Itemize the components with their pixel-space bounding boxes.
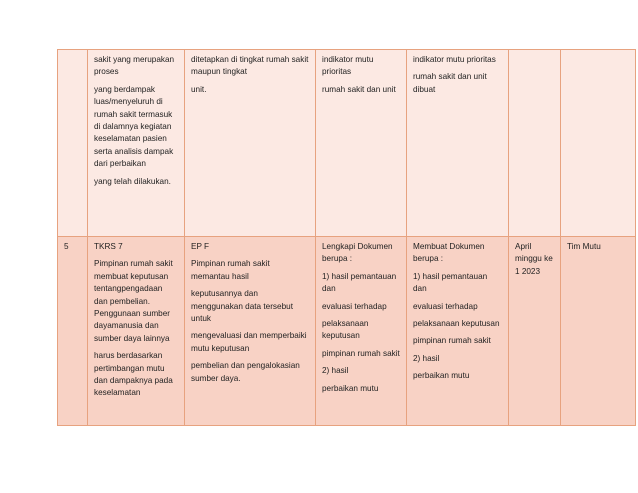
cell-rencana <box>407 237 509 426</box>
cell-rencana <box>407 50 509 237</box>
table-row <box>58 50 636 237</box>
cell-paragraph: 2) hasil <box>322 366 349 376</box>
cell-paragraph: yang telah dilakukan. <box>94 176 171 186</box>
cell-paragraph: indikator mutu prioritas <box>413 55 496 64</box>
cell-bukti <box>316 50 407 237</box>
cell-paragraph: perbaikan mutu <box>322 383 379 393</box>
cell-paragraph: sakit yang merupakan proses <box>94 55 175 77</box>
cell-paragraph: indikator mutu prioritas <box>322 55 374 77</box>
cell-elemen-penilaian <box>185 237 316 426</box>
cell-paragraph: unit. <box>191 84 207 94</box>
cell-elemen-penilaian <box>185 50 316 237</box>
cell-standar <box>88 237 185 426</box>
cell-paragraph: keputusannya dan menggunakan data tersebut untuk <box>191 289 293 324</box>
cell-paragraph: Pimpinan rumah sakit membuat keputusan tentangpengadaan dan pembelian. Penggunaan sumber dayamanusia dan sumber daya lainnya <box>94 259 173 343</box>
cell-paragraph: mengevaluasi dan memperbaiki mutu keputusan <box>191 331 307 353</box>
cell-waktu: April minggu ke 1 2023 <box>509 237 561 426</box>
cell-pj: Tim Mutu <box>561 237 636 426</box>
cell-paragraph: pimpinan rumah sakit <box>413 336 491 346</box>
cell-paragraph: pimpinan rumah sakit <box>322 348 400 358</box>
cell-paragraph: 2) hasil <box>413 353 440 363</box>
cell-paragraph: evaluasi terhadap <box>322 301 387 311</box>
cell-paragraph: pembelian dan pengalokasian sumber daya. <box>191 361 300 383</box>
table-row <box>58 237 636 426</box>
cell-paragraph: evaluasi terhadap <box>413 301 478 311</box>
cell-number <box>58 50 88 237</box>
cell-paragraph: 1) hasil pemantauan dan <box>322 271 397 294</box>
cell-paragraph: yang berdampak luas/menyeluruh di rumah sakit termasuk di dalamnya kegiatan keselamatan pasien serta analisis dampak dari perbaikan <box>94 84 174 169</box>
cell-paragraph: pelaksanaan keputusan <box>413 319 500 329</box>
cell-paragraph: Lengkapi Dokumen berupa : <box>322 242 393 264</box>
cell-paragraph: TKRS 7 <box>94 242 123 251</box>
cell-waktu <box>509 50 561 237</box>
cell-paragraph: Pimpinan rumah sakit memantau hasil <box>191 259 270 281</box>
action-plan-table <box>57 49 636 426</box>
cell-paragraph: pelaksanaan keputusan <box>322 319 369 341</box>
cell-pj <box>561 50 636 237</box>
cell-paragraph: rumah sakit dan unit <box>322 84 396 94</box>
cell-number: 5 <box>58 237 88 426</box>
cell-paragraph: ditetapkan di tingkat rumah sakit maupun tingkat <box>191 55 309 77</box>
cell-paragraph: 1) hasil pemantauan dan <box>413 271 488 294</box>
cell-standar <box>88 50 185 237</box>
cell-bukti <box>316 237 407 426</box>
cell-paragraph: harus berdasarkan pertimbangan mutu dan dampaknya pada keselamatan <box>94 351 173 398</box>
cell-paragraph: rumah sakit dan unit dibuat <box>413 72 487 94</box>
cell-paragraph: Membuat Dokumen berupa : <box>413 242 485 264</box>
cell-paragraph: EP F <box>191 242 210 251</box>
cell-paragraph: perbaikan mutu <box>413 371 470 381</box>
